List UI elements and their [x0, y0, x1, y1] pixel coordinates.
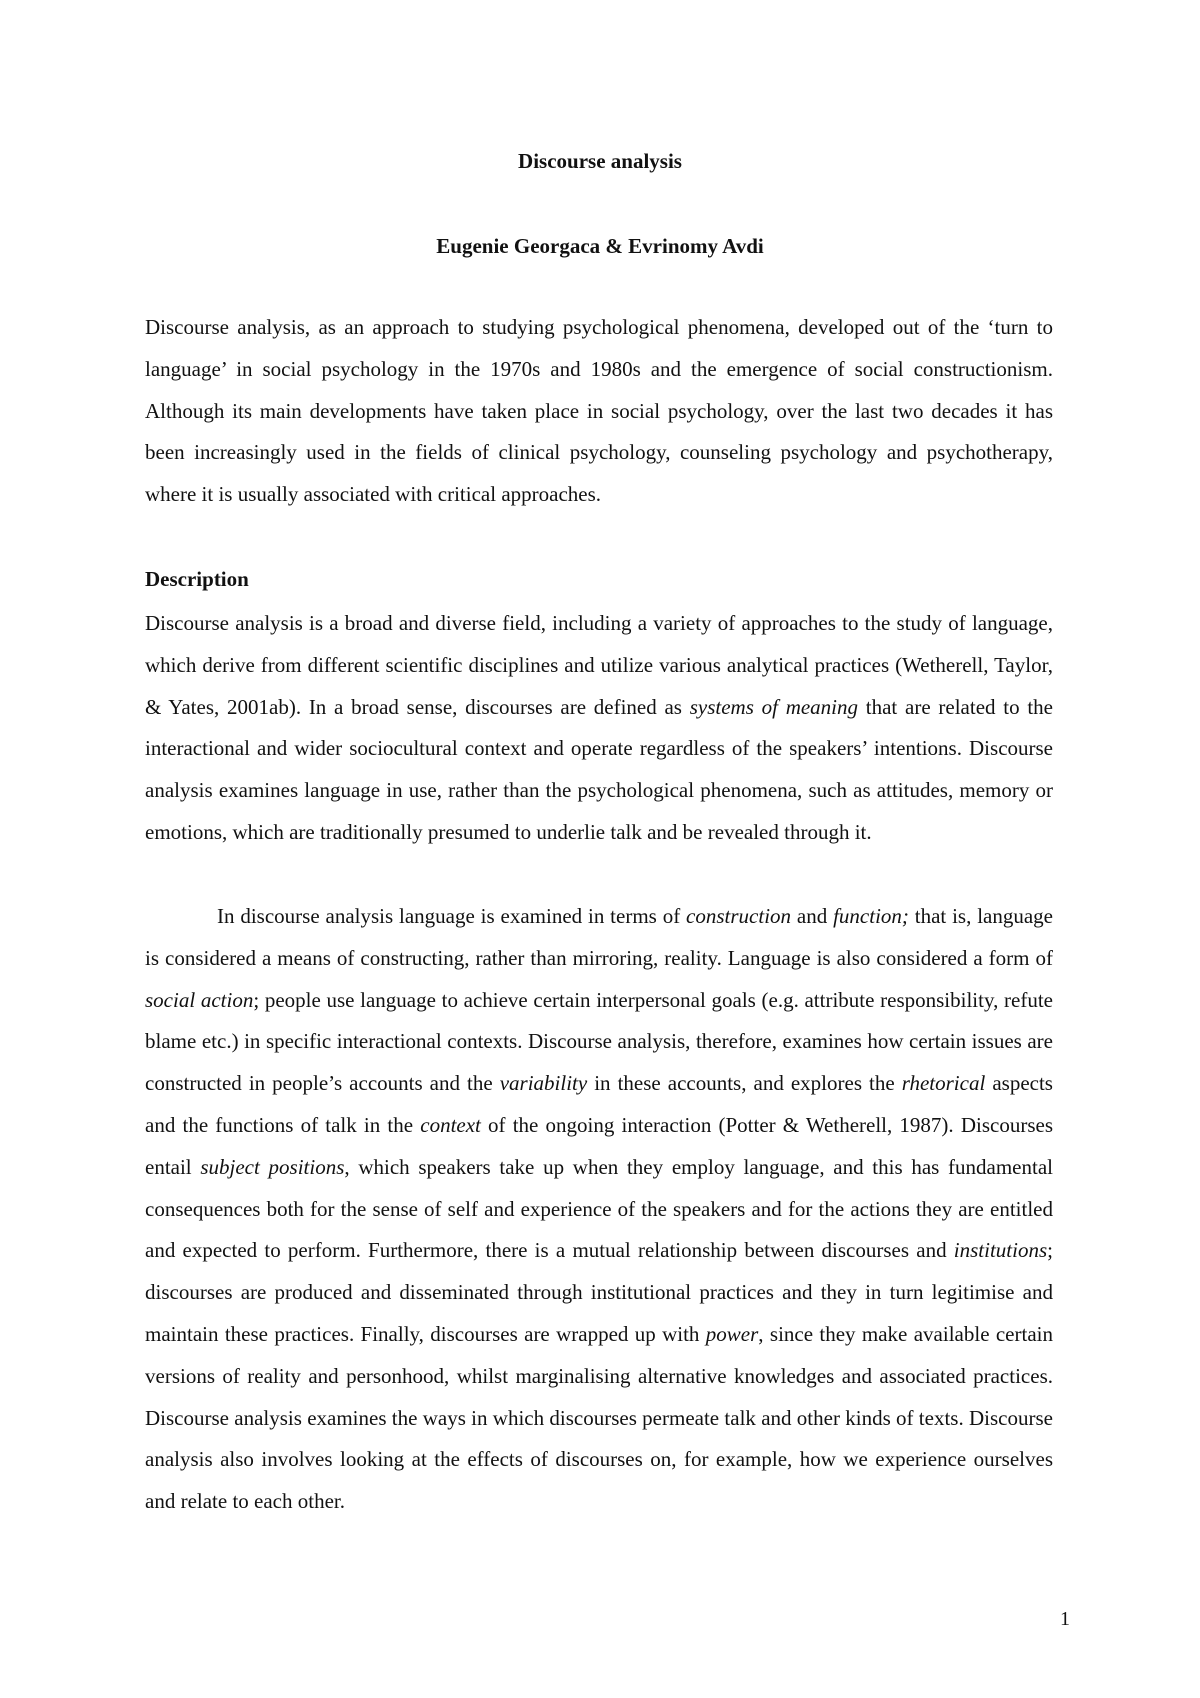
emphasis-span: institutions — [953, 1238, 1048, 1263]
document-title: Discourse analysis — [518, 149, 682, 173]
emphasis-span: construction — [686, 904, 792, 928]
text-span: In discourse analysis language is examined in terms of — [217, 904, 687, 928]
emphasis-span: subject positions — [200, 1154, 345, 1179]
text-span: of the ongoing interaction (Potter & Wetherell, 1987). Discourses entail — [145, 1112, 1053, 1179]
text-span: in these accounts, and explores the — [587, 1071, 902, 1096]
emphasis-span: systems of meaning — [689, 694, 859, 719]
text-span: ; people use language to achieve certain interpersonal goals (e.g. attribute responsibility, refute blame etc.) in specific interactional contexts. Discourse analysis, therefore, examines how certain issues are constructed in people’s accounts and the — [145, 987, 1053, 1096]
intro-paragraph: Discourse analysis, as an approach to studying psychological phenomena, developed out of the ‘turn to language’ in social psychology in the 1970s and 1980s and the emergence of social constructionism. Although its main developments have taken place in social psychology, over the last two decades it has been increasingly used in the fields of clinical psychology, counseling psychology and psychotherapy, where it is usually associated with critical approaches. — [145, 315, 1053, 507]
text-span: Discourse analysis is a broad and diverse field, including a variety of approaches to the study of language, which derive from different scientific disciplines and utilize various analytical practices (Wetherell, Taylor, & Yates, 2001ab). In a broad sense, discourses are defined as — [145, 611, 1053, 719]
description-paragraph-2 — [145, 896, 1053, 1523]
emphasis-span: power — [705, 1321, 759, 1346]
page-number: 1 — [1060, 1608, 1070, 1630]
document-authors: Eugenie Georgaca & Evrinomy Avdi — [436, 234, 764, 258]
emphasis-span: variability — [499, 1071, 588, 1096]
text-span: that is, language is considered a means of constructing, rather than mirroring, reality. Language is also considered a form of — [145, 904, 1054, 970]
text-span: aspects and the functions of talk in the — [145, 1071, 1053, 1137]
text-span: , which speakers take up when they employ language, and this has fundamental consequences both for the sense of self and experience of the speakers and for the actions they are entitled and expected to perform. Furthermore, there is a mutual relationship between discourses and — [145, 1154, 1053, 1263]
text-span: ; discourses are produced and disseminated through institutional practices and they in turn legitimise and maintain these practices. Finally, discourses are wrapped up with — [145, 1238, 1053, 1346]
text-span: that are related to the interactional and wider sociocultural context and operate regardless of the speakers’ intentions. Discourse analysis examines language in use, rather than the psychological phenomena, such as attitudes, memory or emotions, which are traditionally presumed to underlie talk and be revealed through it. — [145, 694, 1053, 844]
text-span: , since they make available certain versions of reality and personhood, whilst marginalising alternative knowledges and associated practices. Discourse analysis examines the ways in which discourses permeate talk and other kinds of texts. Discourse analysis also involves looking at the effects of discourses on, for example, how we experience ourselves and relate to each other. — [145, 1321, 1053, 1514]
emphasis-span: function; — [833, 904, 909, 928]
emphasis-span: social action — [145, 987, 254, 1012]
emphasis-span: context — [420, 1112, 481, 1137]
description-paragraph-1 — [145, 603, 1053, 854]
text-span: and — [791, 904, 834, 928]
emphasis-span: rhetorical — [901, 1071, 986, 1096]
section-heading-description: Description — [145, 567, 249, 591]
